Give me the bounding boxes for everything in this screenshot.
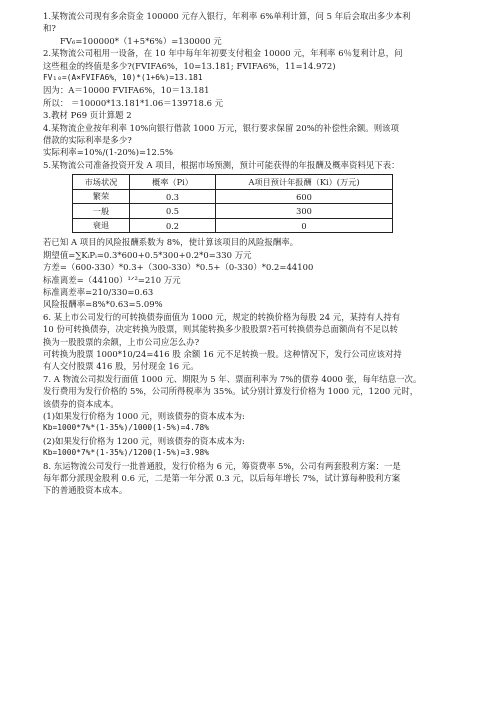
text-line: 5.某物流公司准备投资开发 A 项目，根据市场预测，预计可能获得的年报酬及概率资料见下表： [43, 159, 400, 170]
table-cell: 繁荣 [73, 189, 130, 204]
text-line: Kb=1000*7%*(1-35%)/1000(1-5%)=4.78% [43, 423, 210, 433]
text-line: FV₆=100000*（1+5*6%）=130000 元 [60, 35, 222, 46]
text-line: 方差=（600-330）*0.3+（300-330）*0.5+（0-330）*0.2=44100 [43, 262, 314, 273]
text-line: 4.某物流企业按年利率 10%向银行借款 1000 万元，银行要求保留 20%的补偿性余额。则该项 [43, 122, 400, 133]
text-line: 这些租金的终值是多少?(FVIFA6%，10=13.181; FVIFA6%，11=14.972) [43, 60, 336, 71]
text-line: 标准离差率=210/330=0.63 [43, 286, 154, 297]
text-line: (2)如果发行价格为 1200 元，则该债券的资本成本为: [43, 435, 245, 446]
text-line: 每年都分派现金股利 0.6 元，二是第一年分派 0.3 元，以后每年增长 7%，试计算每种股利方案 [43, 473, 401, 483]
text-line: 7. A 物流公司拟发行面值 1000 元、期限为 5 年、票面利率为 7%的债券 4000 张，每年结息一次。 [43, 373, 422, 384]
text-line: 和? [43, 23, 56, 34]
table-cell: 600 [216, 189, 393, 204]
table-cell: 300 [216, 204, 393, 219]
table-row [73, 189, 393, 204]
text-line: 发行费用为发行价格的 5%，公司所得税率为 35%。试分别计算发行价格为 1000 元，1200 元时， [43, 386, 419, 397]
text-line: 10 份可转换债券，决定转换为股票，则其能转换多少股股票?若可转换债券总面额尚有不足以转 [43, 324, 399, 335]
text-line: 可转换为股票 1000*10/24=416 股 余额 16 元不足转换一股。这种情况下，发行公司应该对持 [43, 348, 402, 359]
table-header-row [73, 175, 393, 190]
text-line: 若已知 A 项目的风险报酬系数为 8%，使计算该项目的风险报酬率。 [43, 237, 299, 248]
text-line: 借款的实际利率是多少? [43, 135, 132, 146]
text-line: 标准离差=（44100）¹ᐟ²=210 万元 [43, 274, 181, 285]
table-cell: 0.2 [130, 218, 216, 233]
return-probability-table [72, 174, 393, 233]
text-line: 3.教材 P69 页计算题 2 [43, 110, 132, 121]
table-cell: 0 [216, 218, 393, 233]
document-page [43, 10, 459, 497]
table-header-probability: 概率（Pi） [130, 175, 216, 190]
table-header-market: 市场状况 [73, 175, 130, 190]
text-line: 风险报酬率=8%*0.63=5.09% [43, 299, 163, 310]
table-row [73, 204, 393, 219]
text-line: (1)如果发行价格为 1000 元，则该债券的资本成本为: [43, 410, 245, 421]
problem-text-bottom [43, 236, 459, 497]
table-row [73, 218, 393, 233]
text-line: 下的普通股资本成本。 [43, 485, 128, 496]
text-line: 因为：A＝10000 FVIFA6%，10＝13.181 [43, 85, 210, 96]
text-line: FV₁₀=(A×FVIFA6%，10)*(1+6%)=13.181 [43, 73, 203, 83]
text-line: Kb=1000*7%*(1-35%)/1200(1-5%)=3.98% [43, 448, 210, 458]
text-line: 2.某物流公司租用一设备，在 10 年中每年年初要支付租金 10000 元，年利率 6％复利计息，问 [43, 48, 403, 59]
table-header-return: A项目预计年报酬（Ki）(万元) [216, 175, 393, 190]
table-cell: 衰退 [73, 218, 130, 233]
text-line: 8. 东运物流公司发行一批普通股，发行价格为 6 元，筹资费率 5%，公司有两套股利方案：一是 [43, 460, 401, 471]
problem-text-top [43, 10, 459, 171]
text-line: 所以： ＝10000*13.181*1.06＝139718.6 元 [43, 97, 224, 108]
text-line: 换为一股股票的余额，上市公司应怎么办? [43, 336, 200, 347]
table-cell: 一般 [73, 204, 130, 219]
text-line: 6. 某上市公司发行的可转换债券面值为 1000 元，规定的转换价格为每股 24 元，某持有人持有 [43, 311, 401, 322]
text-line: 1.某物流公司现有多余资金 100000 元存入银行，年利率 6%单利计算，问 5 年后会取出多少本利 [43, 11, 411, 21]
table-cell: 0.5 [130, 204, 216, 219]
text-line: 实际利率=10%/(1-20%)=12.5% [43, 147, 173, 158]
text-line: 期望值=∑KᵢPᵢ=0.3*600+0.5*300+0.2*0=330 万元 [43, 249, 252, 260]
text-line: 该债券的资本成本。 [43, 398, 119, 409]
text-line: 有人交付股票 416 股，另付现金 16 元。 [43, 361, 199, 372]
table-cell: 0.3 [130, 189, 216, 204]
